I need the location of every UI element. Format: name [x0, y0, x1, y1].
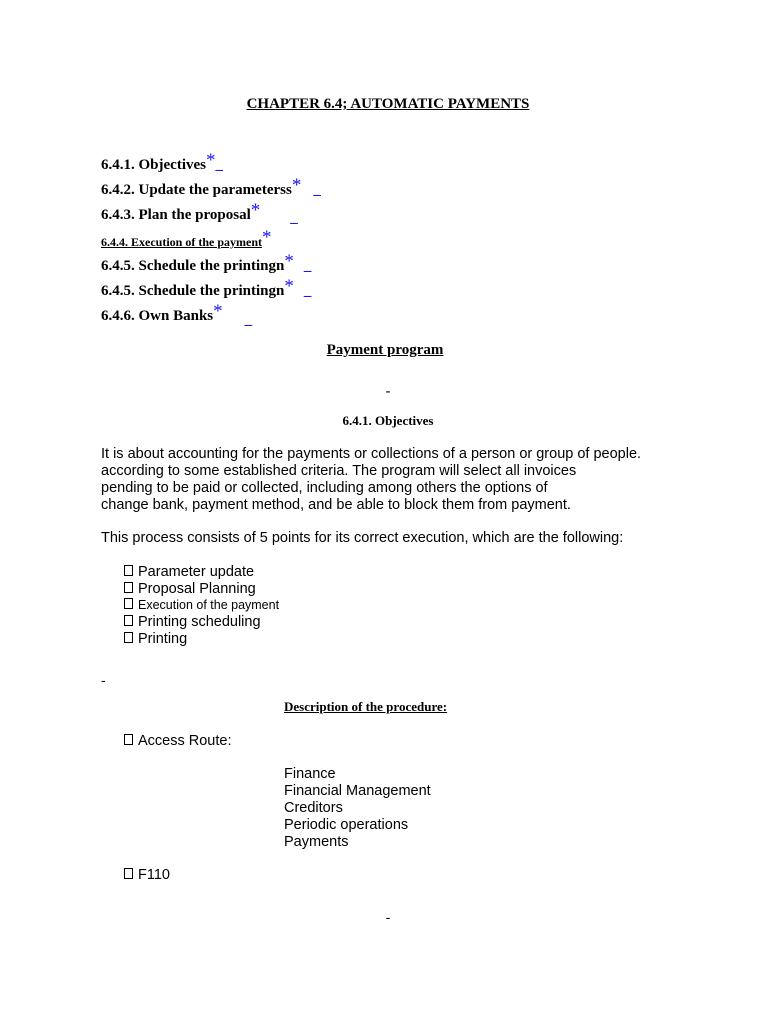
checkbox-glyph-icon — [124, 582, 133, 593]
toc-item-label: 6.4.2. Update the parameterss — [101, 182, 292, 198]
toc-item-plan-proposal[interactable] — [101, 200, 298, 226]
checkbox-glyph-icon — [124, 598, 133, 609]
list-item: Execution of the payment — [124, 598, 279, 612]
route-step: Financial Management — [284, 783, 431, 799]
toc-item-own-banks[interactable] — [101, 301, 253, 328]
toc-item-trail: _ — [303, 258, 312, 274]
toc-item-label: 6.4.6. Own Banks — [101, 308, 214, 324]
toc-item-trail: _ — [244, 312, 253, 328]
chapter-title: CHAPTER 6.4; AUTOMATIC PAYMENTS — [246, 96, 530, 112]
asterisk-icon: * — [213, 301, 223, 322]
checkbox-glyph-icon — [124, 734, 133, 745]
asterisk-icon: * — [284, 251, 294, 272]
paragraph-line: pending to be paid or collected, including among others the options of — [101, 480, 548, 496]
list-item: Proposal Planning — [124, 581, 256, 597]
toc-item-execution-payment[interactable] — [101, 227, 272, 252]
subsection-title: 6.4.1. Objectives — [342, 413, 434, 428]
checkbox-glyph-icon — [124, 632, 133, 643]
toc-item-trail: _ — [215, 157, 223, 173]
toc-item-trail: _ — [290, 210, 298, 226]
access-route-path — [284, 766, 431, 851]
checkbox-glyph-icon — [124, 615, 133, 626]
toc-item-trail: _ — [313, 182, 321, 198]
paragraph-line: It is about accounting for the payments or collections of a person or group of people. — [101, 446, 642, 462]
route-step: Finance — [284, 766, 336, 782]
toc-item-objectives[interactable] — [101, 150, 223, 175]
toc-item-label: 6.4.3. Plan the proposal — [101, 207, 251, 223]
toc-item-schedule-printing[interactable] — [101, 251, 312, 276]
section-title: Payment program — [326, 342, 444, 358]
transaction-code: F110 — [124, 867, 170, 883]
list-item: Printing — [124, 631, 187, 647]
paragraph-line: according to some established criteria. The program will select all invoices — [101, 463, 577, 479]
asterisk-icon: * — [205, 150, 216, 171]
paragraph-line: change bank, payment method, and be able to block them from payment. — [101, 497, 571, 513]
toc-item-label: 6.4.1. Objectives — [101, 157, 206, 173]
toc-item-label: 6.4.5. Schedule the printingn — [101, 283, 285, 299]
asterisk-icon: * — [250, 200, 261, 221]
toc-item-label: 6.4.5. Schedule the printingn — [101, 258, 285, 274]
checkbox-glyph-icon — [124, 565, 133, 576]
route-step: Payments — [284, 834, 349, 850]
route-step: Creditors — [284, 800, 343, 816]
list-item: Printing scheduling — [124, 614, 261, 630]
asterisk-icon: * — [284, 276, 294, 297]
toc-item-label: 6.4.4. Execution of the payment — [101, 235, 262, 249]
asterisk-icon: * — [291, 175, 302, 196]
route-step: Periodic operations — [284, 817, 409, 833]
checkbox-glyph-icon — [124, 868, 133, 879]
toc-item-trail: _ — [303, 283, 312, 299]
toc-item-schedule-printing-2[interactable] — [101, 276, 312, 301]
process-intro-paragraph: This process consists of 5 points for its correct execution, which are the following: — [101, 530, 624, 546]
asterisk-icon: * — [262, 227, 272, 248]
access-route-label: Access Route: — [124, 733, 232, 749]
separator-dash: - — [101, 672, 106, 688]
toc-item-update-parameters[interactable] — [101, 175, 321, 200]
objectives-paragraph — [101, 446, 641, 514]
separator-dash: - — [385, 384, 391, 399]
separator-dash: - — [385, 909, 391, 925]
procedure-title: Description of the procedure: — [284, 699, 448, 714]
list-item: Parameter update — [124, 564, 254, 580]
